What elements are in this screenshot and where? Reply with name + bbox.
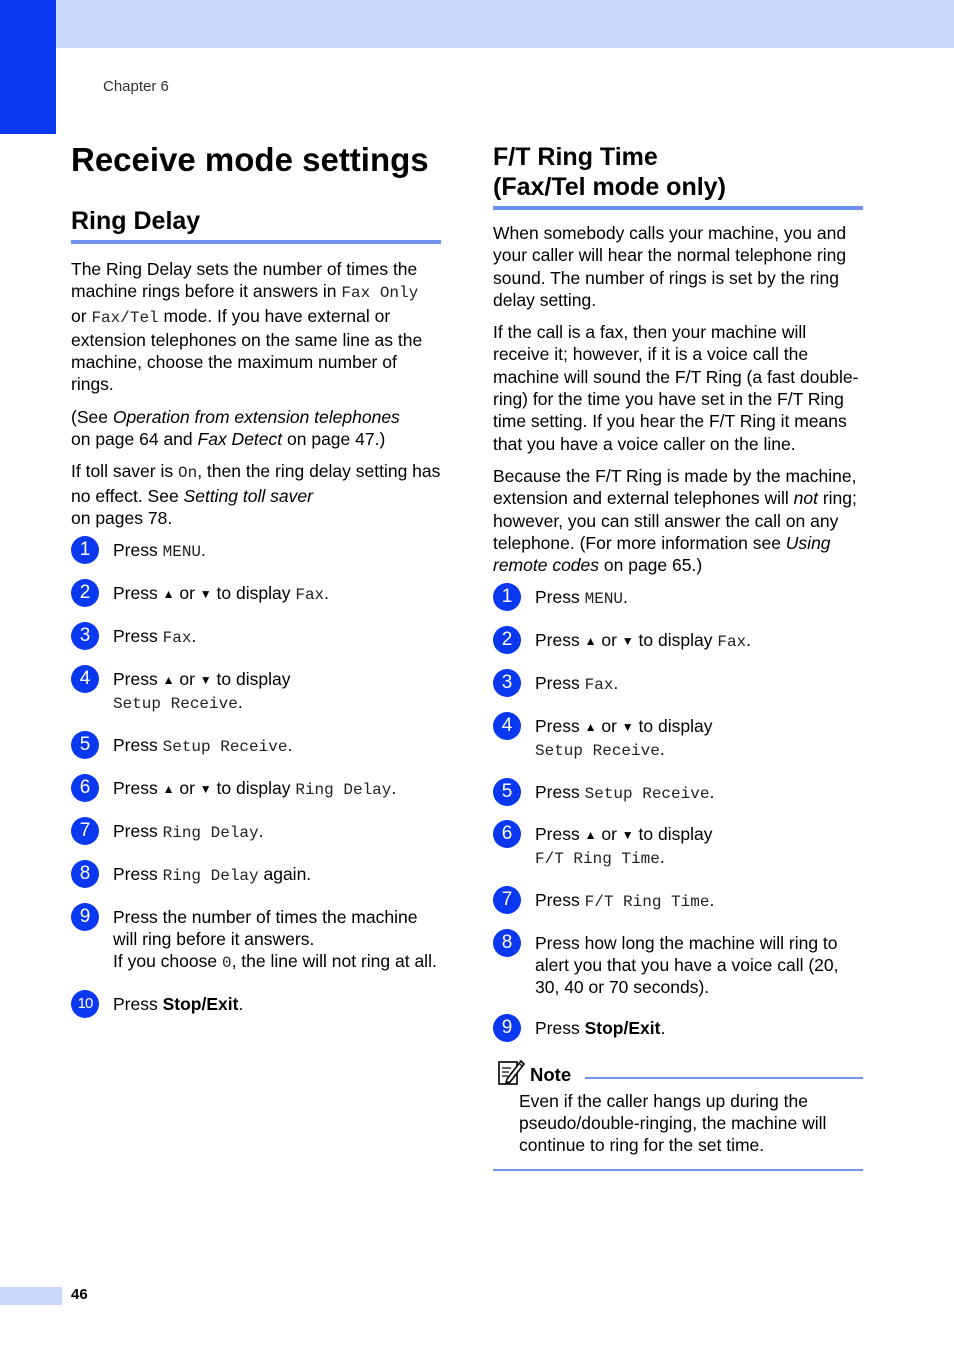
header-band [0,0,954,48]
list-item: 1 Press MENU. [493,586,863,610]
list-item: 2 Press ▲ or ▼ to display Fax. [71,582,441,606]
list-item: 7 Press F/T Ring Time. [493,889,863,913]
down-arrow-icon: ▼ [621,719,634,734]
step-number-icon: 10 [71,990,99,1018]
list-item: 9 Press the number of times the machine will ring before it answers. If you choose 0, the line will not ring at all. [71,906,441,975]
list-item: 9 Press Stop/Exit. [493,1017,863,1039]
list-item: 5 Press Setup Receive. [493,781,863,805]
ft-ring-extension-note: Because the F/T Ring is made by the machine, extension and external telephones will not ring; however, you can still answer the call on any telephone. (For more information see Using remote codes on page 65.) [493,465,857,576]
step-number-icon: 5 [493,778,521,806]
ft-ring-intro: When somebody calls your machine, you and your caller will hear the normal telephone ring sound. The number of rings is set by the ring delay setting. [493,223,847,310]
list-item: 7 Press Ring Delay. [71,820,441,844]
up-arrow-icon: ▲ [584,719,597,734]
list-item: 5 Press Setup Receive. [71,734,441,758]
down-arrow-icon: ▼ [199,672,212,687]
right-column [493,142,863,1171]
note-box [493,1058,863,1171]
note-title: Note [530,1063,572,1085]
step-number-icon: 4 [71,665,99,693]
step-number-icon: 6 [493,820,521,848]
down-arrow-icon: ▼ [199,782,212,797]
step-number-icon: 9 [71,903,99,931]
step-number-icon: 8 [493,929,521,957]
ring-delay-intro: The Ring Delay sets the number of times the machine rings before it answers in Fax Only or Fax/Tel mode. If you have external or extension telephones on the same line as the machine, choose the maximum number of rings. [71,259,423,395]
note-bottom-rule [493,1169,863,1171]
step-number-icon: 7 [493,886,521,914]
step-number-icon: 2 [71,579,99,607]
up-arrow-icon: ▲ [162,782,175,797]
list-item: 6 Press ▲ or ▼ to display Ring Delay. [71,777,441,801]
list-item: 8 Press Ring Delay again. [71,863,441,887]
note-body: Even if the caller hangs up during the pseudo/double-ringing, the machine will continue to ring for the set time. [519,1090,827,1156]
down-arrow-icon: ▼ [621,634,634,649]
list-item: 2 Press ▲ or ▼ to display Fax. [493,629,863,653]
step-number-icon: 4 [493,712,521,740]
note-pencil-icon [497,1058,525,1086]
section-title-ring-delay: Ring Delay [71,206,441,244]
chapter-label: Chapter 6 [103,78,169,95]
step-number-icon: 5 [71,731,99,759]
step-number-icon: 9 [493,1014,521,1042]
list-item: 8 Press how long the machine will ring to alert you that you have a voice call (20, 30, 40 or 70 seconds). [493,932,863,999]
ring-delay-steps [71,539,441,1015]
toll-saver-note: If toll saver is On, then the ring delay setting has no effect. See Setting toll saver on pages 78. [71,461,441,528]
ring-delay-reference: (See Operation from extension telephones on page 64 and Fax Detect on page 47.) [71,406,400,450]
note-divider [585,1077,863,1079]
step-number-icon: 1 [493,583,521,611]
footer-band [0,1287,62,1305]
list-item: 10 Press Stop/Exit. [71,993,441,1015]
chapter-tab [0,0,56,134]
up-arrow-icon: ▲ [162,672,175,687]
up-arrow-icon: ▲ [162,587,175,602]
list-item: 4 Press ▲ or ▼ to display Setup Receive. [71,668,441,716]
list-item: 3 Press Fax. [71,625,441,649]
down-arrow-icon: ▼ [621,828,634,843]
note-header [493,1058,863,1086]
list-item: 1 Press MENU. [71,539,441,563]
list-item: 6 Press ▲ or ▼ to display F/T Ring Time. [493,823,863,871]
step-number-icon: 3 [493,669,521,697]
step-number-icon: 7 [71,817,99,845]
list-item: 3 Press Fax. [493,672,863,696]
step-number-icon: 2 [493,626,521,654]
left-column [71,140,441,1034]
up-arrow-icon: ▲ [584,828,597,843]
page-number: 46 [71,1286,88,1303]
step-number-icon: 1 [71,536,99,564]
up-arrow-icon: ▲ [584,634,597,649]
step-number-icon: 3 [71,622,99,650]
down-arrow-icon: ▼ [199,587,212,602]
list-item: 4 Press ▲ or ▼ to display Setup Receive. [493,715,863,763]
step-number-icon: 8 [71,860,99,888]
section-title-ft-ring-time: F/T Ring Time (Fax/Tel mode only) [493,142,863,210]
ft-ring-explanation: If the call is a fax, then your machine will receive it; however, if it is a voice call the machine will sound the F/T Ring (a fast double-ring) for the time you have set in the F/T Ring time setting. If you hear the F/T Ring it means that you have a voice caller on the line. [493,322,859,454]
step-number-icon: 6 [71,774,99,802]
page-title: Receive mode settings [71,141,429,178]
ft-ring-steps [493,586,863,1039]
